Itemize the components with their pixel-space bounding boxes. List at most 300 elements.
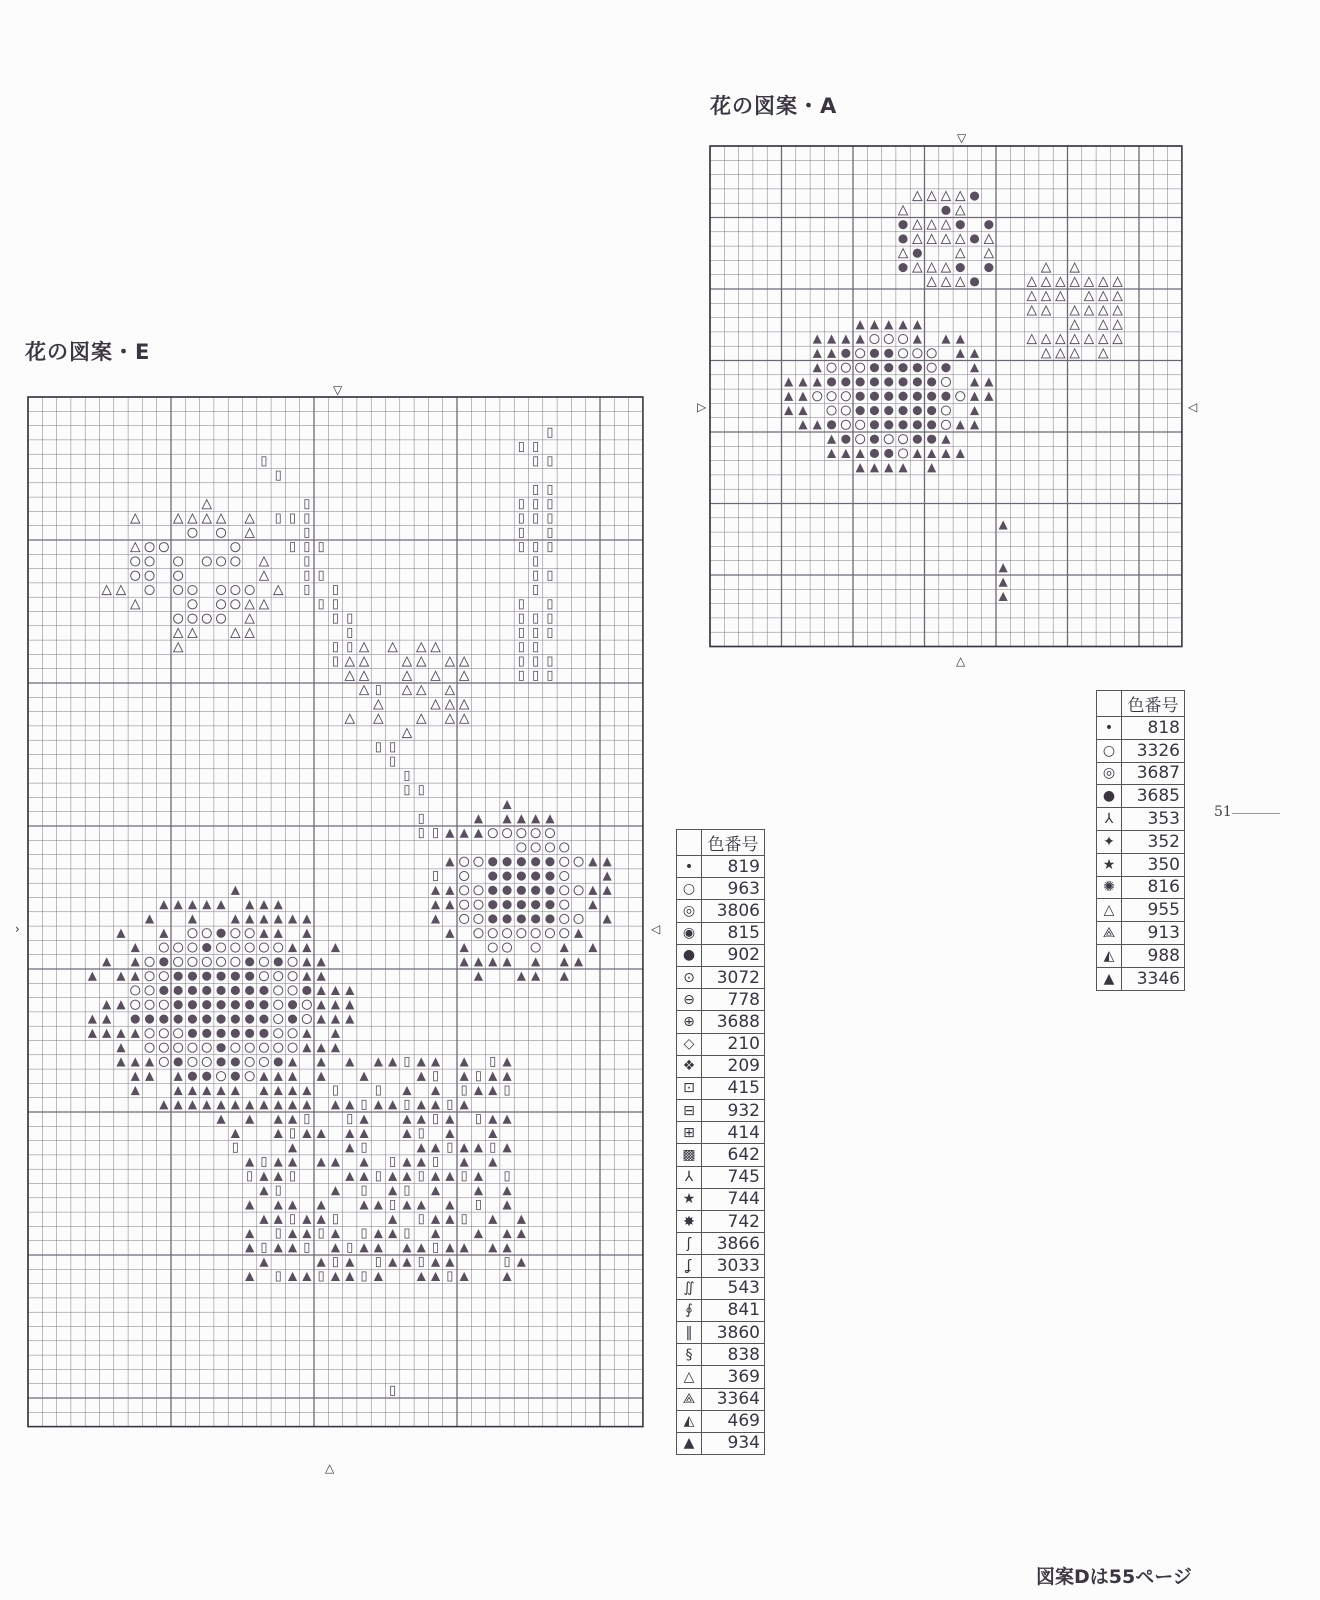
- stitch-mark: [216, 929, 225, 938]
- stitch-mark: [884, 334, 893, 343]
- stitch-mark: [376, 1086, 380, 1095]
- stitch-mark: [317, 1000, 326, 1009]
- stitch-mark: [588, 943, 597, 952]
- stitch-mark: [188, 972, 197, 981]
- stitch-mark: [927, 406, 936, 415]
- stitch-mark: [274, 1000, 283, 1009]
- stitch-mark: [548, 528, 552, 537]
- stitch-mark: [517, 1215, 526, 1224]
- stitch-mark: [417, 1100, 426, 1109]
- stitch-mark: [231, 929, 240, 938]
- stitch-mark: [884, 392, 893, 401]
- stitch-mark: [519, 528, 523, 537]
- stitch-mark: [188, 900, 197, 909]
- stitch-mark: [259, 972, 268, 981]
- stitch-mark: [159, 900, 168, 909]
- legend-row: [1097, 717, 1185, 740]
- legend-symbol: ▩: [677, 1144, 702, 1166]
- stitch-mark: [331, 1157, 340, 1166]
- stitch-mark: [856, 435, 865, 444]
- stitch-mark: [491, 1057, 495, 1066]
- stitch-mark: [445, 700, 454, 709]
- stitch-mark: [531, 829, 540, 838]
- stitch-mark: [445, 1200, 454, 1209]
- stitch-mark: [941, 363, 950, 372]
- stitch-mark: [202, 1014, 211, 1023]
- stitch-mark: [317, 1157, 326, 1166]
- stitch-mark: [548, 500, 552, 509]
- stitch-mark: [502, 1186, 511, 1195]
- stitch-mark: [274, 972, 283, 981]
- legend-symbol: ◭: [677, 1410, 702, 1432]
- stitch-mark: [202, 1029, 211, 1038]
- stitch-mark: [159, 1100, 168, 1109]
- stitch-mark: [1099, 320, 1108, 329]
- center-marker-bottom-a: △: [956, 654, 966, 668]
- stitch-mark: [188, 929, 197, 938]
- stitch-mark: [188, 1014, 197, 1023]
- legend-color-number: 744: [702, 1188, 765, 1210]
- stitch-mark: [231, 914, 240, 923]
- stitch-mark: [898, 220, 907, 229]
- legend-row: [677, 1188, 765, 1210]
- stitch-mark: [784, 377, 793, 386]
- stitch-mark: [374, 1200, 383, 1209]
- stitch-mark: [956, 449, 965, 458]
- stitch-mark: [159, 1057, 168, 1066]
- stitch-mark: [460, 886, 469, 895]
- legend-row: [677, 1344, 765, 1366]
- stitch-mark: [460, 1157, 469, 1166]
- stitch-mark: [517, 886, 526, 895]
- legend-header: 色番号: [702, 830, 765, 856]
- stitch-mark: [534, 543, 538, 552]
- stitch-mark: [534, 557, 538, 566]
- stitch-mark: [534, 614, 538, 623]
- stitch-mark: [913, 320, 922, 329]
- stitch-mark: [827, 334, 836, 343]
- stitch-mark: [259, 1029, 268, 1038]
- stitch-mark: [545, 814, 554, 823]
- stitch-mark: [331, 1229, 340, 1238]
- legend-symbol: ◉: [677, 922, 702, 944]
- stitch-mark: [188, 986, 197, 995]
- stitch-mark: [331, 1043, 340, 1052]
- stitch-mark: [870, 420, 879, 429]
- legend-row: [677, 1144, 765, 1166]
- stitch-mark: [913, 392, 922, 401]
- stitch-mark: [302, 1215, 311, 1224]
- legend-row: [1097, 830, 1185, 853]
- stitch-mark: [288, 1243, 297, 1252]
- stitch-mark: [174, 1000, 183, 1009]
- stitch-mark: [159, 1014, 168, 1023]
- stitch-mark: [798, 377, 807, 386]
- stitch-mark: [505, 1258, 509, 1267]
- stitch-mark: [317, 1057, 326, 1066]
- stitch-mark: [116, 1000, 125, 1009]
- stitch-mark: [402, 1086, 411, 1095]
- stitch-mark: [188, 1043, 197, 1052]
- stitch-mark: [274, 1057, 283, 1066]
- stitch-mark: [388, 1186, 397, 1195]
- legend-symbol: ★: [1097, 853, 1122, 876]
- legend-row: [677, 1166, 765, 1188]
- stitch-mark: [417, 1072, 426, 1081]
- stitch-mark: [898, 263, 907, 272]
- legend-row: [1097, 876, 1185, 899]
- stitch-mark: [331, 986, 340, 995]
- legend-color-number: 352: [1122, 830, 1185, 853]
- stitch-mark: [534, 628, 538, 637]
- stitch-mark: [927, 463, 936, 472]
- stitch-mark: [1070, 263, 1079, 272]
- stitch-mark: [388, 1229, 397, 1238]
- stitch-mark: [188, 514, 197, 523]
- stitch-mark: [798, 406, 807, 415]
- stitch-mark: [288, 1272, 297, 1281]
- stitch-mark: [913, 449, 922, 458]
- stitch-mark: [545, 900, 554, 909]
- stitch-mark: [898, 206, 907, 215]
- stitch-mark: [474, 972, 483, 981]
- stitch-mark: [333, 585, 337, 594]
- stitch-mark: [827, 349, 836, 358]
- stitch-mark: [545, 843, 554, 852]
- stitch-mark: [448, 1143, 452, 1152]
- stitch-mark: [784, 392, 793, 401]
- center-marker-top-e: ▽: [333, 383, 343, 397]
- stitch-mark: [870, 349, 879, 358]
- stitch-mark: [841, 334, 850, 343]
- stitch-mark: [545, 914, 554, 923]
- stitch-mark: [317, 1072, 326, 1081]
- stitch-mark: [1099, 349, 1108, 358]
- legend-symbol: ⊙: [677, 966, 702, 988]
- legend-symbol: ◭: [1097, 944, 1122, 967]
- stitch-mark: [431, 1229, 440, 1238]
- stitch-mark: [827, 435, 836, 444]
- stitch-mark: [359, 1243, 368, 1252]
- stitch-mark: [460, 1243, 469, 1252]
- stitch-mark: [970, 420, 979, 429]
- stitch-mark: [302, 1086, 311, 1095]
- stitch-mark: [231, 986, 240, 995]
- stitch-mark: [388, 1215, 397, 1224]
- stitch-mark: [927, 363, 936, 372]
- stitch-mark: [941, 392, 950, 401]
- legend-symbol: ⟁: [677, 1388, 702, 1410]
- stitch-mark: [827, 420, 836, 429]
- legend-symbol: ○: [677, 878, 702, 900]
- stitch-mark: [274, 585, 283, 594]
- stitch-mark: [502, 1243, 511, 1252]
- stitch-mark: [274, 1100, 283, 1109]
- stitch-mark: [391, 1157, 395, 1166]
- legend-color-number: 988: [1122, 944, 1185, 967]
- stitch-mark: [245, 972, 254, 981]
- stitch-mark: [174, 900, 183, 909]
- stitch-mark: [188, 1100, 197, 1109]
- stitch-mark: [402, 671, 411, 680]
- legend-row: [677, 989, 765, 1011]
- stitch-mark: [445, 657, 454, 666]
- stitch-mark: [999, 520, 1008, 529]
- stitch-mark: [913, 220, 922, 229]
- stitch-mark: [1084, 292, 1093, 301]
- legend-symbol: ⊖: [677, 989, 702, 1011]
- stitch-mark: [898, 463, 907, 472]
- stitch-mark: [131, 600, 140, 609]
- stitch-mark: [305, 500, 309, 509]
- stitch-mark: [505, 1086, 509, 1095]
- stitch-mark: [603, 914, 612, 923]
- stitch-mark: [159, 929, 168, 938]
- stitch-mark: [1070, 334, 1079, 343]
- center-marker-left-a: ▷: [697, 400, 707, 414]
- stitch-mark: [445, 929, 454, 938]
- stitch-mark: [362, 1143, 366, 1152]
- stitch-mark: [231, 1129, 240, 1138]
- stitch-mark: [202, 1086, 211, 1095]
- stitch-mark: [88, 1029, 97, 1038]
- stitch-mark: [145, 986, 154, 995]
- stitch-mark: [331, 1272, 340, 1281]
- stitch-mark: [262, 457, 266, 466]
- stitch-mark: [233, 1143, 237, 1152]
- legend-color-number: 745: [702, 1166, 765, 1188]
- stitch-mark: [856, 406, 865, 415]
- stitch-mark: [174, 1029, 183, 1038]
- stitch-mark: [502, 1072, 511, 1081]
- stitch-mark: [531, 814, 540, 823]
- stitch-mark: [159, 986, 168, 995]
- stitch-mark: [274, 1157, 283, 1166]
- stitch-mark: [517, 829, 526, 838]
- legend-color-number: 3364: [702, 1388, 765, 1410]
- stitch-mark: [174, 643, 183, 652]
- stitch-mark: [174, 1086, 183, 1095]
- stitch-mark: [588, 857, 597, 866]
- stitch-mark: [488, 1157, 497, 1166]
- stitch-mark: [231, 957, 240, 966]
- legend-symbol: ʆ: [677, 1255, 702, 1277]
- stitch-mark: [956, 392, 965, 401]
- stitch-mark: [445, 1115, 454, 1124]
- stitch-mark: [474, 929, 483, 938]
- stitch-mark: [417, 643, 426, 652]
- stitch-mark: [502, 943, 511, 952]
- legend-row: [677, 1211, 765, 1233]
- stitch-mark: [245, 1100, 254, 1109]
- stitch-mark: [388, 1100, 397, 1109]
- stitch-mark: [1070, 320, 1079, 329]
- stitch-mark: [1084, 306, 1093, 315]
- pattern-a-legend: [1096, 690, 1185, 991]
- stitch-mark: [956, 334, 965, 343]
- stitch-mark: [288, 1043, 297, 1052]
- stitch-mark: [302, 1229, 311, 1238]
- stitch-mark: [519, 643, 523, 652]
- stitch-mark: [488, 1215, 497, 1224]
- stitch-mark: [927, 349, 936, 358]
- stitch-mark: [941, 234, 950, 243]
- stitch-mark: [941, 449, 950, 458]
- legend-color-number: 841: [702, 1299, 765, 1321]
- stitch-mark: [116, 1043, 125, 1052]
- stitch-mark: [488, 929, 497, 938]
- stitch-mark: [259, 557, 268, 566]
- stitch-mark: [216, 972, 225, 981]
- stitch-mark: [302, 986, 311, 995]
- legend-symbol: ⊡: [677, 1077, 702, 1099]
- legend-symbol: ▲: [1097, 967, 1122, 990]
- stitch-mark: [956, 206, 965, 215]
- stitch-mark: [603, 871, 612, 880]
- stitch-mark: [460, 871, 469, 880]
- stitch-mark: [560, 857, 569, 866]
- stitch-mark: [245, 1229, 254, 1238]
- stitch-mark: [359, 671, 368, 680]
- stitch-mark: [102, 1014, 111, 1023]
- stitch-mark: [231, 585, 240, 594]
- stitch-mark: [519, 600, 523, 609]
- stitch-mark: [941, 263, 950, 272]
- stitch-mark: [956, 220, 965, 229]
- stitch-mark: [402, 728, 411, 737]
- pattern-e-legend: [676, 829, 765, 1455]
- stitch-mark: [274, 1029, 283, 1038]
- stitch-mark: [856, 349, 865, 358]
- stitch-mark: [474, 829, 483, 838]
- legend-color-number: 838: [702, 1344, 765, 1366]
- legend-symbol: ●: [677, 944, 702, 966]
- stitch-mark: [405, 1186, 409, 1195]
- stitch-mark: [274, 957, 283, 966]
- stitch-mark: [1056, 334, 1065, 343]
- stitch-mark: [259, 1000, 268, 1009]
- stitch-mark: [460, 914, 469, 923]
- stitch-mark: [202, 1072, 211, 1081]
- stitch-mark: [460, 1272, 469, 1281]
- stitch-mark: [259, 1215, 268, 1224]
- stitch-mark: [898, 377, 907, 386]
- stitch-mark: [1041, 277, 1050, 286]
- stitch-mark: [884, 349, 893, 358]
- stitch-mark: [174, 943, 183, 952]
- stitch-mark: [1041, 306, 1050, 315]
- legend-row: [677, 966, 765, 988]
- stitch-mark: [216, 1086, 225, 1095]
- stitch-mark: [588, 886, 597, 895]
- stitch-mark: [331, 1243, 340, 1252]
- stitch-mark: [245, 1057, 254, 1066]
- stitch-mark: [841, 406, 850, 415]
- stitch-mark: [545, 871, 554, 880]
- stitch-mark: [519, 514, 523, 523]
- stitch-mark: [405, 1057, 409, 1066]
- page-number: 51: [1214, 804, 1232, 820]
- stitch-mark: [534, 514, 538, 523]
- stitch-mark: [560, 900, 569, 909]
- stitch-mark: [305, 585, 309, 594]
- stitch-mark: [259, 1014, 268, 1023]
- stitch-mark: [531, 957, 540, 966]
- stitch-mark: [913, 263, 922, 272]
- stitch-mark: [274, 1115, 283, 1124]
- stitch-mark: [405, 771, 409, 780]
- stitch-mark: [1113, 277, 1122, 286]
- stitch-mark: [913, 191, 922, 200]
- stitch-mark: [970, 406, 979, 415]
- stitch-mark: [202, 557, 211, 566]
- stitch-mark: [305, 1115, 309, 1124]
- stitch-mark: [188, 628, 197, 637]
- stitch-mark: [245, 914, 254, 923]
- stitch-mark: [474, 900, 483, 909]
- legend-color-number: 3033: [702, 1255, 765, 1277]
- stitch-mark: [302, 972, 311, 981]
- stitch-mark: [519, 671, 523, 680]
- stitch-mark: [145, 914, 154, 923]
- stitch-mark: [374, 1243, 383, 1252]
- stitch-mark: [1113, 306, 1122, 315]
- stitch-mark: [534, 671, 538, 680]
- stitch-mark: [534, 485, 538, 494]
- stitch-mark: [131, 986, 140, 995]
- stitch-mark: [145, 557, 154, 566]
- stitch-mark: [231, 886, 240, 895]
- stitch-mark: [434, 829, 438, 838]
- stitch-mark: [216, 986, 225, 995]
- stitch-mark: [159, 1043, 168, 1052]
- legend-color-number: 350: [1122, 853, 1185, 876]
- stitch-mark: [259, 1057, 268, 1066]
- stitch-mark: [488, 1115, 497, 1124]
- stitch-mark: [462, 1215, 466, 1224]
- stitch-mark: [333, 600, 337, 609]
- stitch-mark: [898, 234, 907, 243]
- stitch-mark: [1113, 334, 1122, 343]
- stitch-mark: [333, 614, 337, 623]
- stitch-mark: [460, 1100, 469, 1109]
- stitch-mark: [927, 277, 936, 286]
- stitch-mark: [245, 600, 254, 609]
- stitch-mark: [188, 1000, 197, 1009]
- stitch-mark: [131, 943, 140, 952]
- stitch-mark: [519, 628, 523, 637]
- stitch-mark: [488, 1086, 497, 1095]
- stitch-mark: [131, 1072, 140, 1081]
- stitch-mark: [927, 263, 936, 272]
- legend-row: [1097, 944, 1185, 967]
- stitch-mark: [841, 449, 850, 458]
- stitch-mark: [216, 600, 225, 609]
- stitch-mark: [116, 1057, 125, 1066]
- stitch-mark: [813, 363, 822, 372]
- stitch-mark: [345, 1172, 354, 1181]
- stitch-mark: [291, 1215, 295, 1224]
- stitch-mark: [460, 900, 469, 909]
- stitch-mark: [216, 528, 225, 537]
- legend-color-number: 414: [702, 1122, 765, 1144]
- stitch-mark: [245, 900, 254, 909]
- stitch-mark: [202, 1043, 211, 1052]
- stitch-mark: [927, 435, 936, 444]
- stitch-mark: [131, 571, 140, 580]
- stitch-mark: [231, 1072, 240, 1081]
- stitch-mark: [517, 900, 526, 909]
